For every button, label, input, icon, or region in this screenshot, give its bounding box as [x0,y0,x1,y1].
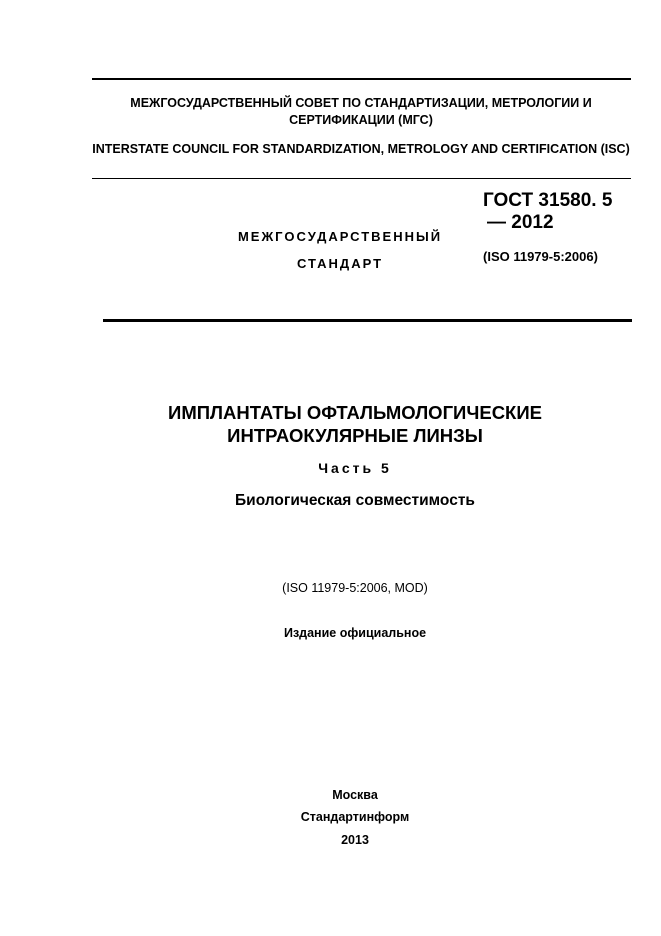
iso-modification: (ISO 11979-5:2006, MOD) [282,581,428,595]
imprint-publisher: Стандартинформ [300,810,410,824]
gost-number-line2: — 2012 [487,212,554,233]
iso-reference: (ISO 11979-5:2006) [483,249,598,264]
standard-type-line2: СТАНДАРТ [296,256,384,271]
edition-label: Издание официальное [283,626,427,640]
imprint-year: 2013 [341,833,369,847]
gost-number-line1: ГОСТ 31580. 5 [483,190,613,211]
part-label: Часть 5 [318,460,392,476]
council-rule [92,178,631,179]
imprint-city: Москва [332,788,378,802]
council-name-en: INTERSTATE COUNCIL FOR STANDARDIZATION, METROLOGY AND CERTIFICATION (ISC) [92,142,630,156]
top-rule [92,78,631,80]
main-rule [103,319,632,322]
document-title-line2: ИНТРАОКУЛЯРНЫЕ ЛИНЗЫ [227,425,483,446]
standard-type-line1: МЕЖГОСУДАРСТВЕННЫЙ [237,229,443,244]
council-name-ru: МЕЖГОСУДАРСТВЕННЫЙ СОВЕТ ПО СТАНДАРТИЗАЦИИ, МЕТРОЛОГИИ И СЕРТИФИКАЦИИ (МГС) [130,96,592,127]
document-title-line1: ИМПЛАНТАТЫ ОФТАЛЬМОЛОГИЧЕСКИЕ [168,402,542,423]
document-subtitle: Биологическая совместимость [235,492,475,509]
